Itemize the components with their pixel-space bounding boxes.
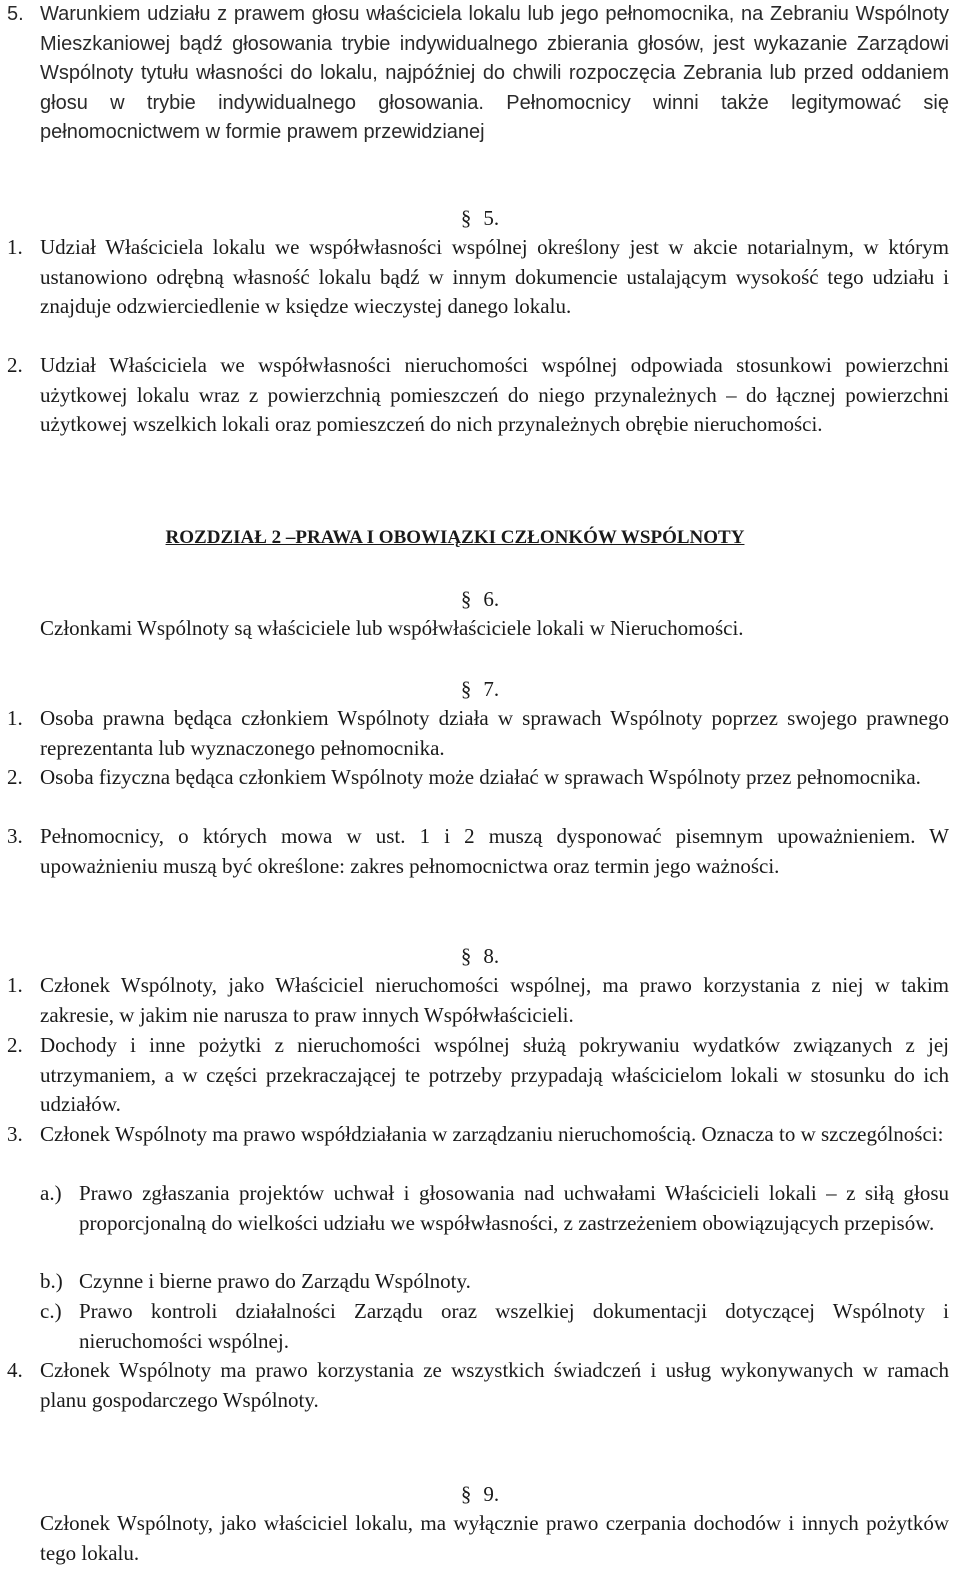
paragraph-6-text: Członkami Wspólnoty są właściciele lub współwłaściciele lokali w Nieruchomości. xyxy=(40,616,744,640)
item-text: Pełnomocnicy, o których mowa w ust. 1 i 2 muszą dysponować pisemnym upoważnieniem. W upoważnieniu muszą być określone: zakres pełnomocnictwa oraz termin jego ważności. xyxy=(40,824,949,878)
item-text: Osoba prawna będąca członkiem Wspólnoty działa w sprawach Wspólnoty poprzez swojego prawnego reprezentanta lub wyznaczonego pełnomocnika. xyxy=(40,706,949,760)
section-sign: § xyxy=(460,206,472,230)
paragraph-number: 6. xyxy=(483,587,500,611)
list-item-8-4 xyxy=(7,1356,949,1415)
item-number: b.) xyxy=(40,1269,63,1293)
sub-item-8-3-a xyxy=(40,1179,949,1238)
item-text: Warunkiem udziału z prawem głosu właściciela lokalu lub jego pełnomocnika, na Zebraniu Wspólnoty Mieszkaniowej bądź głosowania trybie indywidualnego zbierania głosów, jest wykazanie Zarządowi Wspólnoty tytułu własności do lokalu, najpóźniej do chwili rozpoczęcia Zebrania lub przed oddaniem głosu w trybie indywidualnego głosowania. Pełnomocnicy winni także legitymować się pełnomocnictwem w formie prawem przewidzianej xyxy=(40,3,949,143)
list-item-7-2 xyxy=(7,763,949,793)
paragraph-heading-8 xyxy=(0,941,960,971)
section-sign: § xyxy=(460,587,472,611)
list-item-8-1 xyxy=(7,971,949,1030)
section-sign: § xyxy=(460,677,472,701)
item-number: 4. xyxy=(7,1358,23,1382)
item-text: Członek Wspólnoty ma prawo współdziałania w zarządzaniu nieruchomością. Oznacza to w szczególności: xyxy=(40,1122,944,1146)
item-number: 2. xyxy=(7,1033,23,1057)
item-number: 1. xyxy=(7,706,23,730)
paragraph-number: 5. xyxy=(483,206,500,230)
list-item-7-1 xyxy=(7,704,949,763)
chapter-heading: ROZDZIAŁ 2 –PRAWA I OBOWIĄZKI CZŁONKÓW WSPÓLNOTY xyxy=(165,527,745,548)
item-number: 3. xyxy=(7,1122,23,1146)
item-number: 2. xyxy=(7,353,23,377)
item-text: Prawo zgłaszania projektów uchwał i głosowania nad uchwałami Właścicieli lokali – z siłą głosu proporcjonalną do wielkości udziału we współwłasności, z zastrzeżeniem obowiązujących przepisów. xyxy=(79,1181,949,1235)
paragraph-heading-7 xyxy=(0,674,960,704)
item-text: Członek Wspólnoty, jako Właściciel nieruchomości wspólnej, ma prawo korzystania z niej w takim zakresie, w jakim nie narusza to praw innych Współwłaścicieli. xyxy=(40,973,949,1027)
list-item-5 xyxy=(7,0,949,148)
paragraph-number: 9. xyxy=(483,1482,500,1506)
item-number: 3. xyxy=(7,824,23,848)
item-text: Prawo kontroli działalności Zarządu oraz wszelkiej dokumentacji dotyczącej Wspólnoty i nieruchomości wspólnej. xyxy=(79,1299,949,1353)
section-sign: § xyxy=(460,1482,472,1506)
item-text: Udział Właściciela lokalu we współwłasności wspólnej określony jest w akcie notarialnym, w którym ustanowiono odrębną własność lokalu bądź w innym dokumencie ustalającym wysokość tego udziału i znajduje odzwierciedlenie w księdze wieczystej danego lokalu. xyxy=(40,235,949,318)
item-number: 2. xyxy=(7,765,23,789)
paragraph-number: 8. xyxy=(483,944,500,968)
list-item-5-1 xyxy=(7,233,949,322)
paragraph-heading-5 xyxy=(0,203,960,233)
item-text: Dochody i inne pożytki z nieruchomości wspólnej służą pokrywaniu wydatków związanych z jej utrzymaniem, a w części przekraczającej te potrzeby przypadają właścicielom lokali w stosunku do ich udziałów. xyxy=(40,1033,949,1116)
paragraph-9-text: Członek Wspólnoty, jako właściciel lokalu, ma wyłącznie prawo czerpania dochodów i innych pożytków tego lokalu. xyxy=(40,1511,949,1565)
list-item-7-3 xyxy=(7,822,949,881)
section-sign: § xyxy=(460,944,472,968)
item-number: 5. xyxy=(7,3,24,25)
item-text: Udział Właściciela we współwłasności nieruchomości wspólnej odpowiada stosunkowi powierzchni użytkowej lokalu wraz z powierzchnią pomieszczeń do niego przynależnych – do łącznej powierzchni użytkowej wszelkich lokali oraz pomieszczeń do nich przynależnych obrębie nieruchomości. xyxy=(40,353,949,436)
list-item-8-3 xyxy=(7,1120,949,1150)
item-text: Czynne i bierne prawo do Zarządu Wspólnoty. xyxy=(79,1269,471,1293)
item-number: 1. xyxy=(7,235,23,259)
item-number: a.) xyxy=(40,1181,62,1205)
paragraph-heading-9 xyxy=(0,1479,960,1509)
paragraph-heading-6 xyxy=(0,584,960,614)
list-item-5-2 xyxy=(7,351,949,440)
item-text: Członek Wspólnoty ma prawo korzystania ze wszystkich świadczeń i usług wykonywanych w ramach planu gospodarczego Wspólnoty. xyxy=(40,1358,949,1412)
item-number: 1. xyxy=(7,973,23,997)
sub-item-8-3-c xyxy=(40,1297,949,1356)
paragraph-number: 7. xyxy=(483,677,500,701)
item-text: Osoba fizyczna będąca członkiem Wspólnoty może działać w sprawach Wspólnoty przez pełnomocnika. xyxy=(40,765,921,789)
item-number: c.) xyxy=(40,1299,62,1323)
list-item-8-2 xyxy=(7,1031,949,1120)
sub-item-8-3-b xyxy=(40,1267,949,1297)
